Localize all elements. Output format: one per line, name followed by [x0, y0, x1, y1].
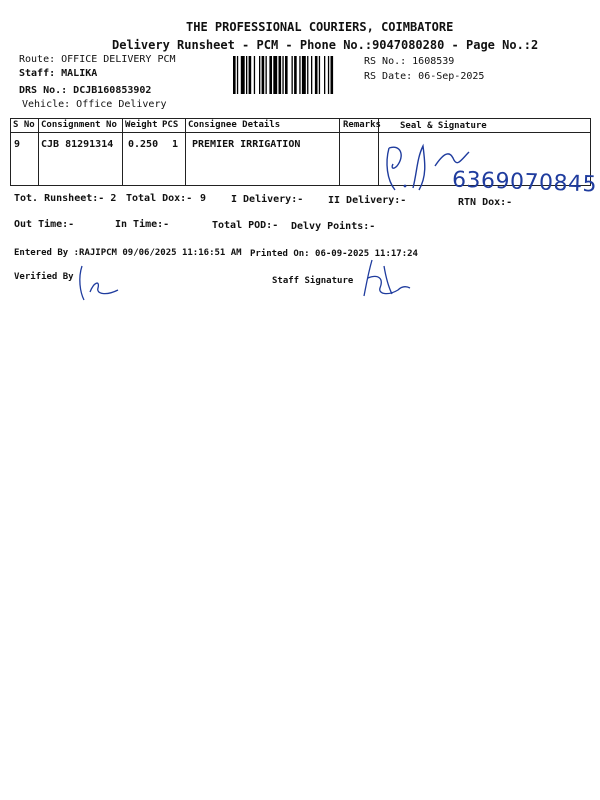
out-time: Out Time:-	[14, 219, 75, 230]
verified-by-label: Verified By	[14, 272, 74, 282]
row-pcs: 1	[172, 139, 179, 150]
verified-signature	[76, 262, 124, 302]
in-time: In Time:-	[115, 219, 170, 230]
rtn-dox: RTN Dox:-	[458, 197, 513, 208]
header-weight: Weight	[125, 120, 158, 130]
route-text: Route: OFFICE DELIVERY PCM	[19, 54, 176, 65]
rs-number: RS No.: 1608539	[364, 56, 455, 67]
rs-date: RS Date: 06-Sep-2025	[364, 71, 485, 82]
barcode-image	[233, 56, 361, 94]
row-consignee: PREMIER IRRIGATION	[192, 139, 301, 150]
staff-signature-label: Staff Signature	[272, 276, 354, 286]
header-consignment: Consignment No	[41, 120, 117, 130]
i-delivery: I Delivery:-	[231, 194, 304, 205]
row-sno: 9	[14, 139, 21, 150]
header-seal: Seal & Signature	[400, 121, 487, 131]
header-pcs: PCS	[162, 120, 179, 130]
printed-on: Printed On: 06-09-2025 11:17:24	[250, 249, 418, 259]
handwritten-phone: 6369070845	[451, 167, 598, 198]
total-dox-value: 9	[200, 193, 207, 204]
table-top-border	[10, 118, 591, 119]
entered-by: Entered By :RAJIPCM 09/06/2025 11:16:51 AM	[14, 248, 242, 258]
col-divider	[339, 118, 340, 186]
total-dox-label: Total Dox:-	[126, 193, 193, 204]
col-divider	[38, 118, 39, 186]
company-title: THE PROFESSIONAL COURIERS, COIMBATORE	[186, 20, 454, 34]
vehicle-text: Vehicle: Office Delivery	[22, 99, 167, 110]
col-divider	[185, 118, 186, 186]
ii-delivery: II Delivery:-	[328, 195, 407, 206]
staff-signature	[358, 256, 414, 300]
header-consignee: Consignee Details	[188, 120, 281, 130]
header-remarks: Remarks	[343, 120, 381, 130]
runsheet-subtitle: Delivery Runsheet - PCM - Phone No.:9047080280 - Page No.:2	[112, 38, 539, 52]
col-divider	[10, 118, 11, 186]
col-divider	[122, 118, 123, 186]
drs-number: DRS No.: DCJB160853902	[19, 85, 152, 96]
table-header-border	[10, 132, 591, 133]
row-weight: 0.250	[128, 139, 159, 150]
row-consignment: CJB 81291314	[41, 139, 114, 150]
header-sno: S No	[13, 120, 35, 130]
delvy-points: Delvy Points:-	[291, 221, 376, 232]
total-pod: Total POD:-	[212, 220, 279, 231]
staff-text: Staff: MALIKA	[19, 68, 98, 79]
tot-runsheet: Tot. Runsheet:- 2	[14, 193, 117, 204]
